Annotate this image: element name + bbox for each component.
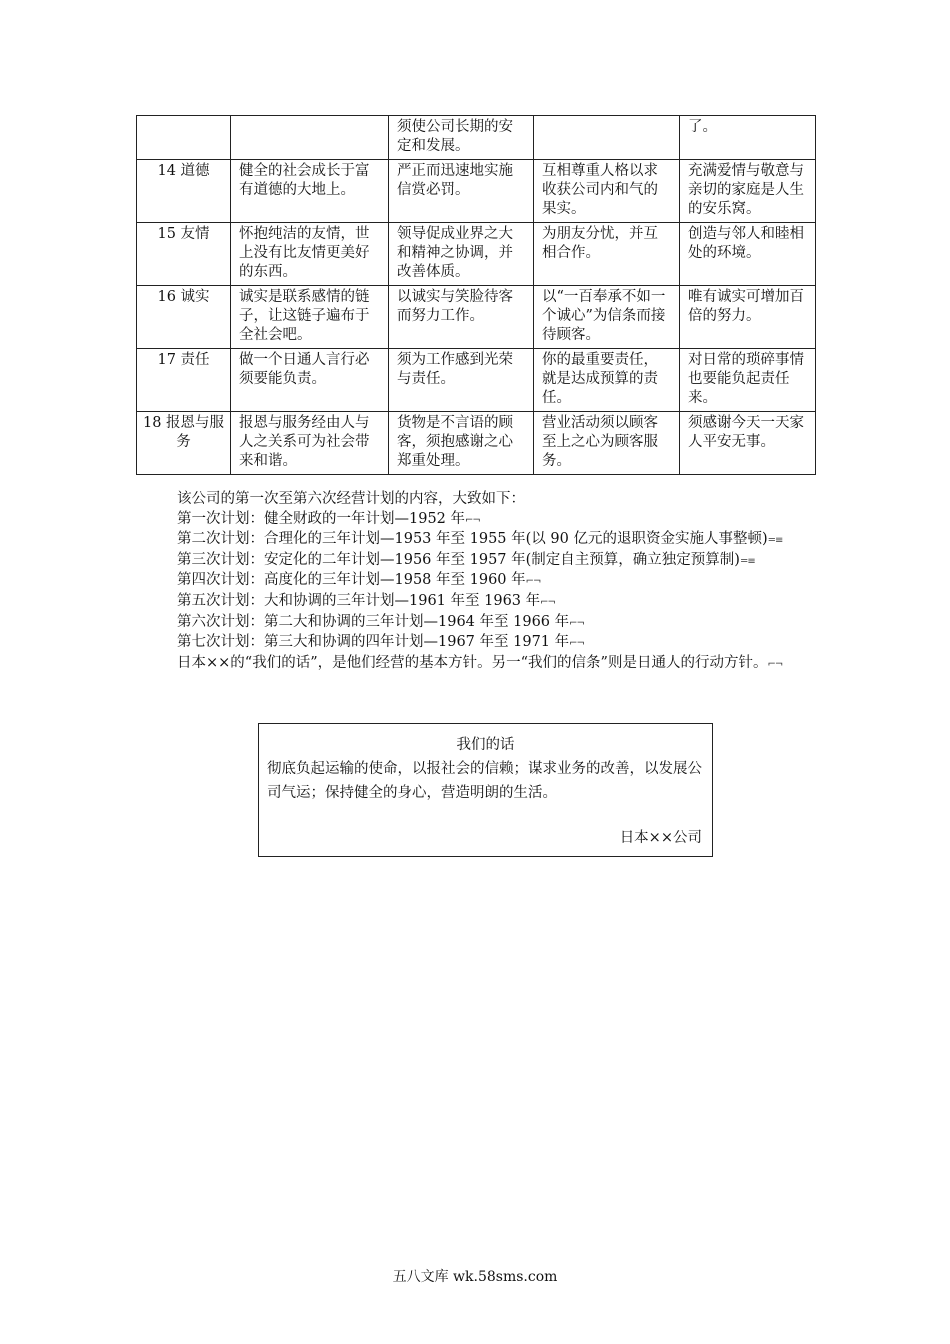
table-cell: 领导促成业界之大和精神之协调，并改善体质。 [389,223,534,286]
table-cell: 以“一百奉承不如一个诚心”为信条而接待顾客。 [534,286,680,349]
plan-4: 第四次计划：高度化的三年计划—1958 年至 1960 年⌐¬ [177,572,541,589]
table-row [137,160,816,223]
table-cell: 了。 [680,116,816,160]
table-cell: 严正而迅速地实施信赏必罚。 [389,160,534,223]
row-label-cell: 18 报恩与服务 [137,412,231,475]
box-title: 我们的话 [456,737,515,753]
plan-7: 第七次计划：第三大和协调的四年计划—1967 年至 1971 年⌐¬ [177,634,584,651]
table-cell: 对日常的琐碎事情也要能负起责任来。 [680,349,816,412]
table-cell: 以诚实与笑脸待客而努力工作。 [389,286,534,349]
plan-1: 第一次计划：健全财政的一年计划—1952 年⌐¬ [177,510,480,527]
row-label-cell: 16 诚实 [137,286,231,349]
table-cell: 做一个日通人言行必须要能负责。 [231,349,389,412]
our-words-box [258,723,713,857]
table-cell: 须使公司长期的安定和发展。 [389,116,534,160]
table-cell: 创造与邻人和睦相处的环境。 [680,223,816,286]
box-signature: 日本××公司 [619,830,702,846]
table-cell: 健全的社会成长于富有道德的大地上。 [231,160,389,223]
table-cell: 须为工作感到光荣与责任。 [389,349,534,412]
table-row [137,349,816,412]
plan-3: 第三次计划：安定化的二年计划—1956 年至 1957 年(制定自主预算，确立独定预算制)=≡ [177,551,755,568]
plans-closing: 日本××的“我们的话”，是他们经营的基本方针。另一“我们的信条”则是日通人的行动方针。⌐¬ [177,654,783,671]
table-row [137,412,816,475]
page-footer: 五八文库 wk.58sms.com [392,1269,558,1285]
table-cell: 为朋友分忧，并互相合作。 [534,223,680,286]
table-cell: 诚实是联系感情的链子，让这链子遍布于全社会吧。 [231,286,389,349]
table-cell: 唯有诚实可增加百倍的努力。 [680,286,816,349]
row-label-cell: 15 友情 [137,223,231,286]
table-cell: 互相尊重人格以求收获公司内和气的果实。 [534,160,680,223]
table-row [137,116,816,160]
plans-section [143,490,807,674]
plans-intro: 该公司的第一次至第六次经营计划的内容，大致如下： [177,491,525,507]
table-cell [534,116,680,160]
plan-5: 第五次计划：大和协调的三年计划—1961 年至 1963 年⌐¬ [177,592,555,609]
creed-table [136,115,816,475]
box-body: 彻底负起运输的使命，以报社会的信赖；谋求业务的改善，以发展公司气运；保持健全的身心，营造明朗的生活。 [267,761,702,801]
table-cell: 营业活动须以顾客至上之心为顾客服务。 [534,412,680,475]
table-cell: 货物是不言语的顾客，须抱感谢之心郑重处理。 [389,412,534,475]
row-label-cell: 17 责任 [137,349,231,412]
table-cell: 你的最重要责任，就是达成预算的责任。 [534,349,680,412]
table-row [137,223,816,286]
table-cell: 充满爱情与敬意与亲切的家庭是人生的安乐窝。 [680,160,816,223]
row-label-cell: 14 道德 [137,160,231,223]
plan-2: 第二次计划：合理化的三年计划—1953 年至 1955 年(以 90 亿元的退职资金实施人事整顿)=≡ [177,531,783,548]
row-label-cell [137,116,231,160]
table-cell: 报恩与服务经由人与人之关系可为社会带来和谐。 [231,412,389,475]
table-cell: 须感谢今天一天家人平安无事。 [680,412,816,475]
plan-6: 第六次计划：第二大和协调的三年计划—1964 年至 1966 年⌐¬ [177,613,584,630]
table-cell [231,116,389,160]
table-row [137,286,816,349]
table-cell: 怀抱纯洁的友情，世上没有比友情更美好的东西。 [231,223,389,286]
